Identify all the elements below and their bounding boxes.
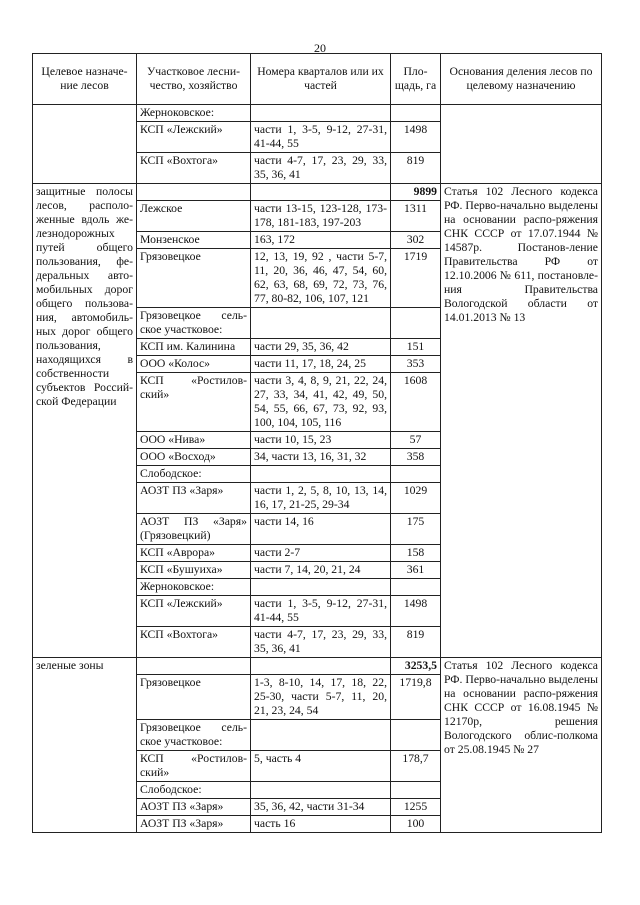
area-cell <box>391 782 441 799</box>
quarters-cell <box>251 579 391 596</box>
forest-purpose-table <box>32 53 602 833</box>
quarters-cell: 12, 13, 19, 92 , части 5-7, 11, 20, 36, 46, 47, 54, 60, 62, 63, 68, 69, 72, 73, 76, 77, 80-82, 106, 107, 121 <box>251 249 391 308</box>
quarters-cell <box>251 184 391 201</box>
table-header-row <box>33 54 602 105</box>
forestry-cell: КСП им. Калинина <box>137 339 251 356</box>
area-cell: 1498 <box>391 122 441 153</box>
forestry-cell: АОЗТ ПЗ «Заря» <box>137 816 251 833</box>
area-cell <box>391 579 441 596</box>
quarters-cell: часть 16 <box>251 816 391 833</box>
area-cell: 1255 <box>391 799 441 816</box>
forestry-cell: Слободское: <box>137 782 251 799</box>
quarters-cell: 163, 172 <box>251 232 391 249</box>
forestry-cell: Грязовецкое <box>137 249 251 308</box>
quarters-cell: части 14, 16 <box>251 514 391 545</box>
forestry-cell <box>137 184 251 201</box>
quarters-cell <box>251 466 391 483</box>
forestry-cell: Грязовецкое сель-ское участковое: <box>137 308 251 339</box>
forestry-cell: АОЗТ ПЗ «Заря» <box>137 799 251 816</box>
forestry-cell: Слободское: <box>137 466 251 483</box>
header-forestry: Участковое лесни-чество, хозяйство <box>137 54 251 105</box>
quarters-cell <box>251 308 391 339</box>
quarters-cell: части 7, 14, 20, 21, 24 <box>251 562 391 579</box>
quarters-cell: 35, 36, 42, части 31-34 <box>251 799 391 816</box>
forestry-cell: КСП «Вохтога» <box>137 153 251 184</box>
forestry-cell: ООО «Колос» <box>137 356 251 373</box>
header-basis: Основания деления лесов по целевому назначению <box>441 54 602 105</box>
area-cell: 1029 <box>391 483 441 514</box>
quarters-cell <box>251 658 391 675</box>
quarters-cell: части 1, 3-5, 9-12, 27-31, 41-44, 55 <box>251 122 391 153</box>
area-cell: 302 <box>391 232 441 249</box>
forestry-cell <box>137 658 251 675</box>
area-cell: 361 <box>391 562 441 579</box>
area-cell <box>391 105 441 122</box>
group-total-row <box>33 658 602 675</box>
quarters-cell: части 2-7 <box>251 545 391 562</box>
quarters-cell: части 11, 17, 18, 24, 25 <box>251 356 391 373</box>
forestry-cell: АОЗТ ПЗ «Заря» (Грязовецкий) <box>137 514 251 545</box>
table-body <box>33 105 602 833</box>
forestry-cell: КСП «Лежский» <box>137 122 251 153</box>
area-cell: 819 <box>391 627 441 658</box>
forestry-cell: Грязовецкое <box>137 675 251 720</box>
forestry-cell: КСП «Аврора» <box>137 545 251 562</box>
quarters-cell <box>251 105 391 122</box>
purpose-cell: зеленые зоны <box>33 658 137 833</box>
forestry-cell: КСП «Ростилов-ский» <box>137 373 251 432</box>
area-cell: 178,7 <box>391 751 441 782</box>
header-area: Пло-щадь, га <box>391 54 441 105</box>
quarters-cell: 1-3, 8-10, 14, 17, 18, 22, 25-30, части 5-7, 11, 20, 21, 23, 24, 54 <box>251 675 391 720</box>
area-cell: 1719,8 <box>391 675 441 720</box>
quarters-cell: 34, части 13, 16, 31, 32 <box>251 449 391 466</box>
forestry-cell: ООО «Нива» <box>137 432 251 449</box>
area-cell: 175 <box>391 514 441 545</box>
area-cell: 100 <box>391 816 441 833</box>
quarters-cell: части 1, 3-5, 9-12, 27-31, 41-44, 55 <box>251 596 391 627</box>
quarters-cell: части 10, 15, 23 <box>251 432 391 449</box>
area-cell <box>391 308 441 339</box>
quarters-cell: части 13-15, 123-128, 173-178, 181-183, 197-203 <box>251 201 391 232</box>
forestry-cell: Жерноковское: <box>137 105 251 122</box>
forestry-cell: Грязовецкое сель-ское участковое: <box>137 720 251 751</box>
table-row <box>33 105 602 122</box>
quarters-cell: части 1, 2, 5, 8, 10, 13, 14, 16, 17, 21-25, 29-34 <box>251 483 391 514</box>
area-cell: 1498 <box>391 596 441 627</box>
quarters-cell: части 29, 35, 36, 42 <box>251 339 391 356</box>
forestry-cell: КСП «Вохтога» <box>137 627 251 658</box>
quarters-cell: части 3, 4, 8, 9, 21, 22, 24, 27, 33, 34, 41, 42, 49, 50, 54, 55, 66, 67, 73, 92, 93, 100, 104, 105, 116 <box>251 373 391 432</box>
forestry-cell: Монзенское <box>137 232 251 249</box>
area-cell: 1311 <box>391 201 441 232</box>
group-total-area: 9899 <box>391 184 441 201</box>
area-cell <box>391 466 441 483</box>
group-total-row <box>33 184 602 201</box>
basis-cell: Статья 102 Лесного кодекса РФ. Перво-начально выделены на основании распо-ряжения СНК СССР от 16.08.1945 № 12170р, решения Вологодского облис-полкома от 25.08.1945 № 27 <box>441 658 602 833</box>
forestry-cell: КСП «Лежский» <box>137 596 251 627</box>
area-cell: 819 <box>391 153 441 184</box>
forestry-cell: ООО «Восход» <box>137 449 251 466</box>
area-cell: 1608 <box>391 373 441 432</box>
area-cell: 151 <box>391 339 441 356</box>
area-cell: 358 <box>391 449 441 466</box>
group-total-area: 3253,5 <box>391 658 441 675</box>
quarters-cell: части 4-7, 17, 23, 29, 33, 35, 36, 41 <box>251 627 391 658</box>
quarters-cell <box>251 782 391 799</box>
purpose-cell: защитные полосы лесов, располо-женные вдоль же-лезнодорожных путей общего пользования, фе-деральных авто-мобильных дорог общего пользова-ния, автомобиль-ных дорог общего пользования, находящихся в собственности субъектов Россий-ской Федерации <box>33 184 137 658</box>
forestry-cell: КСП «Ростилов-ский» <box>137 751 251 782</box>
area-cell: 57 <box>391 432 441 449</box>
quarters-cell <box>251 720 391 751</box>
forestry-cell: Лежское <box>137 201 251 232</box>
header-quarters: Номера кварталов или их частей <box>251 54 391 105</box>
forestry-cell: АОЗТ ПЗ «Заря» <box>137 483 251 514</box>
purpose-cell <box>33 105 137 184</box>
quarters-cell: 5, часть 4 <box>251 751 391 782</box>
area-cell <box>391 720 441 751</box>
forestry-cell: Жерноковское: <box>137 579 251 596</box>
area-cell: 1719 <box>391 249 441 308</box>
area-cell: 158 <box>391 545 441 562</box>
basis-cell: Статья 102 Лесного кодекса РФ. Перво-начально выделены на основании распо-ряжения СНК СССР от 17.07.1944 № 14587р. Постанов-ление Правительства РФ от 12.10.2006 № 611, постановле-ния Правительства Вологодской области от 14.01.2013 № 13 <box>441 184 602 658</box>
area-cell: 353 <box>391 356 441 373</box>
basis-cell <box>441 105 602 184</box>
forestry-cell: КСП «Бушуиха» <box>137 562 251 579</box>
quarters-cell: части 4-7, 17, 23, 29, 33, 35, 36, 41 <box>251 153 391 184</box>
page-number: 20 <box>314 41 326 55</box>
header-purpose: Целевое назначе-ние лесов <box>33 54 137 105</box>
